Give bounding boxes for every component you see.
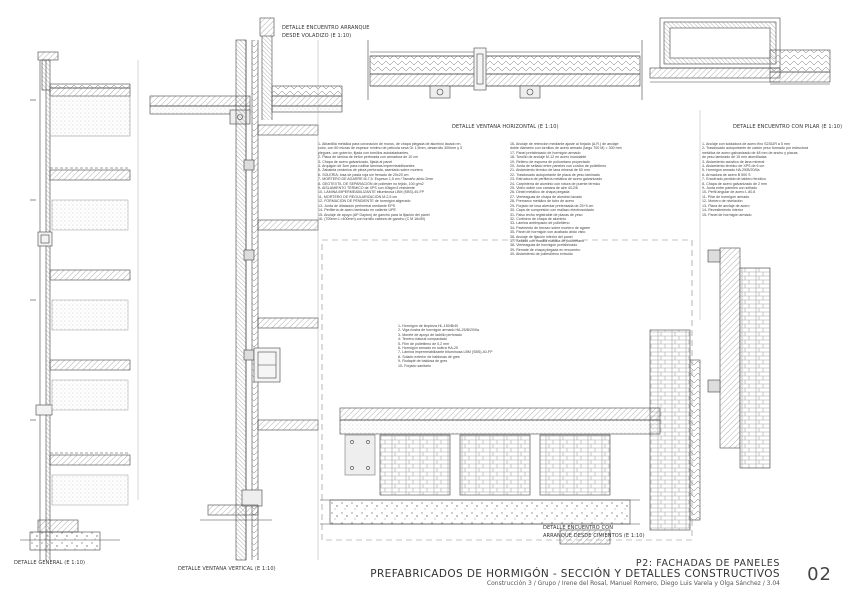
legend-item: 12- FORMACIÓN DE PENDIENTE de hormigón aligerado [318, 199, 411, 204]
legend-item: 29- Forjado de losa alveolar pretensada de 25+5 cm [510, 203, 594, 208]
legend-item: 9- AISLAMIENTO TÉRMICO de XPS con 40kg/m3 resistente [318, 186, 415, 191]
detail-ventana-horizontal [368, 40, 642, 100]
legend-item: 5- Film de polietileno de 0,2 mm [398, 341, 450, 346]
legend-item: 36- Anclaje de fijación inferior del panel [510, 234, 573, 239]
legend-item: 30- Capa de compresión con mallazo electrosoldado [510, 208, 594, 213]
sheet-main-title: PREFABRICADOS DE HORMIGÓN - SECCIÓN Y DETALLES CONSTRUCTIVOS [370, 568, 780, 580]
legend-item: 6- Armadura de acero B 500 S [702, 172, 751, 177]
legend-item: 34- Pavimento de terrazo sobre mortero de agarre [510, 225, 591, 230]
legend-item: 40- Aislamiento de poliestireno extruido [510, 252, 573, 257]
legend-item: 6- Hormigón armado en solera HA-25 [398, 346, 458, 351]
legend-item: 16- Anclaje de retención mediante ajuste al forjado (A.R.) de anclaje [510, 142, 619, 146]
sheet-series-title: P2: FACHADAS DE PANELES [635, 558, 780, 569]
legend-item: 21- Aislamiento térmico de lana mineral de 60 mm [510, 168, 590, 173]
legend-item: 4- Terreno natural compactado [398, 337, 447, 342]
legend-item: 12- Mortero de nivelación [702, 199, 743, 204]
legend-item: 23- Estructura de perfilería metálica de acero galvanizado [510, 177, 603, 182]
legend-item: 17- Panel prefabricado de hormigón armado [510, 150, 581, 155]
legend-item: 1- Hormigón de limpieza HL-150/B/40 [398, 324, 459, 328]
detail-ventana-vertical [200, 40, 318, 560]
legend-item: 5- Zabaleta cerámica de pieza perforada, asentado sobre mortero [318, 168, 423, 173]
legend-item: 13- Junta de dilatación perimetral mediante EPS [318, 203, 396, 208]
legend-item: 3- Murete de apoyo de ladrillo perforado [398, 332, 462, 337]
legend-item: 3- Aislamiento acústico de lana mineral [702, 159, 765, 164]
legend-item: 7- MORTERO DE AGARRE M-7,5. Espesor 1,5 cm / Tamaño árido 2mm [318, 177, 434, 182]
legend-item: de yeso laminado de 15 mm atornilladas [702, 155, 767, 160]
legend-item: metálica de acero galvanizado de 48 mm de ancho y placas [702, 150, 798, 155]
legend-item: 15- Anclaje de apoyo (AP Dayton) de gancho para la fijación del panel [318, 212, 430, 217]
legend-item: 3- Chapa de acero galvanizado, fijada al panel [318, 159, 393, 164]
caption-arranque-voladizo [282, 24, 370, 40]
legend-item: 8- Solado exterior de baldosas de gres [398, 354, 460, 359]
legend-item: 25- Vidrio doble con cámara de aire 4/12/6 [510, 186, 578, 191]
legend-item: 39- Remate de chapa plegada en encuentro [510, 247, 581, 252]
legend-item: 15- Panel de hormigón armado [702, 212, 752, 217]
caption-line: DETALLE ENCUENTRO ARRANQUE [282, 25, 370, 31]
detail-general [20, 52, 130, 560]
legend-item: 1- Anclaje con soldadura de acero fino S235JR a 5 mm [702, 142, 790, 146]
legend-item: 28- Premarco metálico de tubo de acero [510, 199, 575, 204]
caption-line: ARRANQUE DESDE CIMIENTOS (E 1:10) [543, 533, 645, 539]
legend-item: 7- Lámina impermeabilizante bituminosa LBM (SBS)-40-FP [398, 350, 493, 355]
legend-middle [510, 142, 695, 302]
legend-item: 11- Pilar de hormigón armado [702, 194, 750, 199]
legend-lower [398, 324, 598, 404]
sheet-credits: Construcción 3 / Grupo / Irene del Rosal, Manuel Romero, Diego Luis Varela y Olga Sánchez / 3.04 [486, 580, 780, 587]
legend-item: 33- Lámina antiimpacto de polietileno [510, 221, 570, 226]
legend-item: 27- Vierteaguas de chapa de aluminio lacado [510, 194, 583, 199]
legend-item: 13- Placa de anclaje de acero [702, 203, 750, 208]
legend-item: 10- Forjado sanitario [398, 363, 431, 368]
legend-item: 2- Viga riostra de hormigón armado HA-25/B/20/IIa [398, 328, 480, 333]
legend-item: 16- (700mm L=400mm) con tornillo cabeza de gancho (C M 16x50) [318, 216, 426, 221]
legend-item: 2- Placa de lámina de betún perforada con armadura de 10 cm [318, 155, 419, 160]
legend-item: 10- Perfil angular de acero L 80.8 [702, 190, 756, 195]
caption-line: DETALLE ENCUENTRO CON [543, 525, 614, 531]
caption-line: DESDE VOLADIZO (E 1:10) [282, 33, 352, 39]
legend-item: 10- LÁMINA IMPERMEABILIZANTE bituminosa LBM (SBS)-40-FP [318, 190, 425, 195]
legend-item: 6- SOLERÍA: losa de pasta roja sin frenado de 20x20 cm [318, 172, 409, 177]
legend-item: 9- Junta entre paneles con sellado [702, 186, 757, 191]
legend-item: 2- Trasdosado autoportante de cartón yeso formado por estructura [702, 146, 809, 151]
legend-item: 8- GEOTEXTIL DE SEPARACIÓN de poliéster no tejido, 100 g/m2 [318, 181, 424, 186]
caption-ventana-vertical: DETALLE VENTANA VERTICAL (E 1:10) [178, 566, 276, 572]
caption-general: DETALLE GENERAL (E 1:10) [14, 560, 86, 566]
legend-item: 11- MORTERO DE REGULARIZACIÓN M-2,5 cm [318, 194, 398, 199]
legend-item: 7- Encofrado perdido de tablero fenólico [702, 177, 766, 182]
legend-item: 4- Aislamiento térmico de XPS de 6 cm [702, 164, 765, 169]
sheet-number: 02 [807, 564, 832, 585]
caption-ventana-horizontal: DETALLE VENTANA HORIZONTAL (E 1:10) [452, 124, 559, 130]
detail-encuentro-pilar [650, 18, 830, 84]
legend-item: 18- Tornillo de anclaje M-12 en acero inoxidable [510, 155, 587, 160]
legend-item: 9- Rodapié de baldosa de gres [398, 359, 448, 364]
legend-item: 22- Trasdosado autoportante de placa de yeso laminado [510, 172, 600, 177]
legend-item: 31- Falso techo registrable de placas de yeso [510, 212, 583, 217]
caption-cimientos [543, 524, 645, 540]
legend-item: plegues, con goterón, fijada con tornillos autotaladrantes. [318, 150, 410, 155]
legend-item: 32- Cortinero de chapa de aluminio [510, 216, 567, 221]
legend-item: 14- Revestimiento interior [702, 208, 743, 213]
legend-left [318, 142, 508, 302]
legend-item: doble diámetro con tornillos de acero armado (largo 700 M) = 300 mm [510, 146, 622, 151]
legend-item: 26- Dintel metálico de chapa plegada [510, 190, 570, 195]
legend-item: 14- Perfilería de acero laminado en caliente UPE [318, 208, 396, 213]
legend-item: 4- Arquigón de 3cm para rodillar láminas impermeabilizantes [318, 164, 415, 169]
caption-encuentro-pilar: DETALLE ENCUENTRO CON PILAR (E 1:10) [733, 124, 843, 130]
legend-item: 1- Albardilla metálica para coronación de muros, de chapa plegada de aluminio lacado en [318, 142, 461, 146]
legend-item: 20- Junta de sellado entre paneles con cordón de polietileno [510, 164, 607, 169]
legend-item: 8- Chapa de acero galvanizado de 2 mm [702, 181, 767, 186]
legend-item: 24- Carpintería de aluminio con rotura de puente térmico [510, 181, 601, 186]
legend-item: color, con 60 micras de espesor mínimo de película seca Gr 1,5mm, desarrollo 300mm y 3 [318, 146, 463, 151]
legend-item: 38- Vierteaguas de hormigón prefabricado [510, 243, 578, 248]
legend-item: 19- Relleno de espuma de poliuretano proyectado [510, 159, 590, 164]
legend-item: 35- Panel de hormigón con acabado árido visto [510, 230, 586, 235]
legend-right [702, 142, 842, 272]
legend-item: 37- Sellado con masilla elástica de poliuretano [510, 238, 585, 243]
legend-item: 5- Hormigón armado HA-25/B/20/IIa [702, 168, 760, 173]
